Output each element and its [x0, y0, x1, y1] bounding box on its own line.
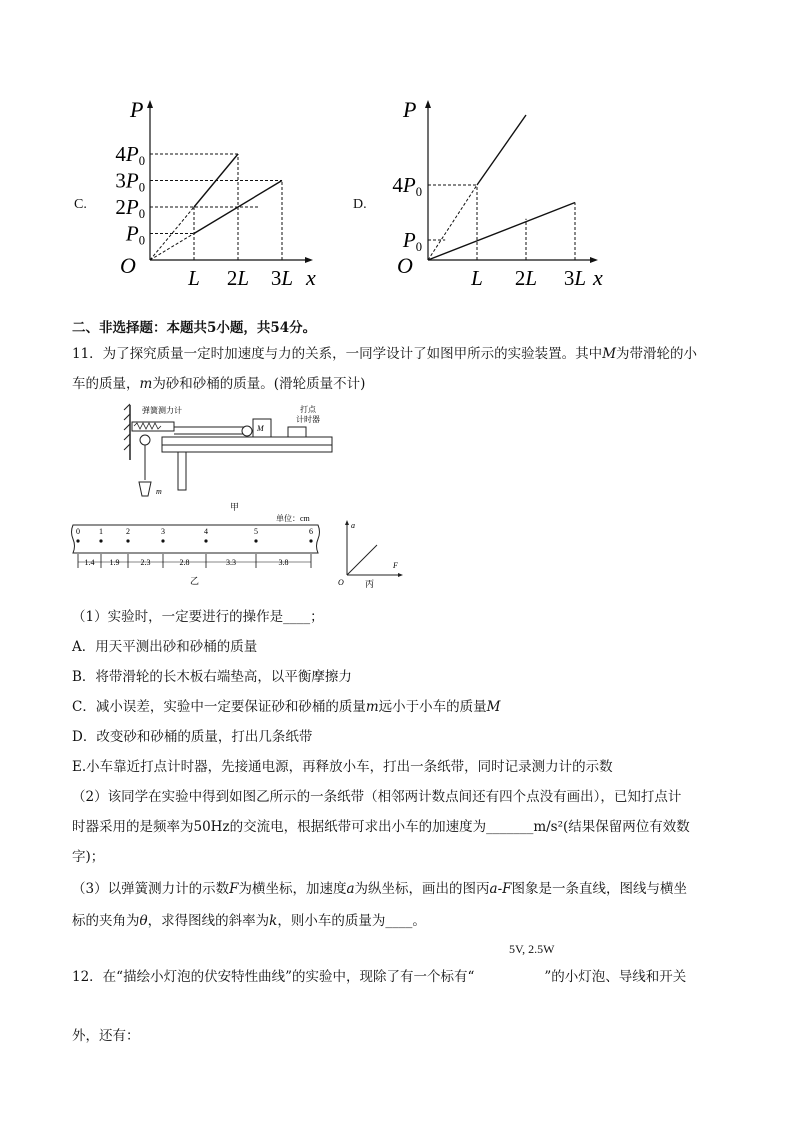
c-y-arrow	[147, 100, 153, 108]
c-x-tick-0: L	[188, 266, 200, 290]
d-y-tick-1: 4P0	[392, 173, 422, 199]
lamp-rating: 5V, 2.5W	[509, 942, 555, 956]
caption-bing: 丙	[365, 579, 375, 589]
d-y-arrow	[425, 100, 431, 108]
option-d-graph	[385, 95, 615, 295]
timer-label-1: 打点	[300, 405, 316, 414]
d-origin-label: O	[397, 253, 413, 278]
af-line	[347, 545, 377, 575]
pulley-left	[140, 435, 150, 445]
tape-point-label: 1	[99, 527, 103, 536]
tape-distance-label: 3.3	[226, 558, 236, 567]
q11-part2-line2: 时器采用的是频率为50Hz的交流电，根据纸带可求出小车的加速度为_______m/s²(结果保留两位有效数	[72, 819, 690, 835]
tape-point-label: 6	[309, 527, 313, 536]
tape-dot	[161, 539, 164, 542]
tape-figure	[68, 510, 328, 590]
c-x-axis-label: x	[306, 265, 316, 290]
q11-option-a: A．用天平测出砂和砂桶的质量	[72, 639, 258, 655]
tape-dot	[126, 539, 129, 542]
q11-part2-line3: 字)；	[72, 849, 105, 865]
tape-dot	[254, 539, 257, 542]
c-y-tick-2: 3P0	[115, 168, 145, 195]
tape-point-label: 4	[204, 527, 208, 536]
spring-balance	[132, 422, 174, 431]
d-x-tick-2: 3L	[563, 266, 587, 290]
c-x-tick-1: 2L	[226, 266, 250, 290]
c-y-tick-1: 2P0	[115, 195, 145, 221]
graph-o-label: O	[338, 578, 344, 587]
af-graph	[335, 515, 415, 590]
c-y-axis-label: P	[130, 97, 144, 122]
tape-distance-label: 3.8	[278, 558, 289, 567]
board	[162, 437, 332, 445]
apparatus-figure	[120, 400, 350, 515]
tape-dot	[76, 539, 79, 542]
d-y-axis-label: P	[403, 97, 417, 122]
d-x-axis-label: x	[593, 265, 603, 290]
graph-f-label: F	[393, 561, 398, 570]
timer	[288, 427, 306, 437]
q11-option-d: D．改变砂和砂桶的质量，打出几条纸带	[72, 729, 313, 745]
q11-option-e: E.小车靠近打点计时器，先接通电源，再释放小车，打出一条纸带，同时记录测力计的示数	[72, 759, 613, 775]
q12-stem-line1: 12．在“描绘小灯泡的伏安特性曲线”的实验中，现除了有一个标有“ ”的小灯泡、导线和开关	[72, 969, 687, 985]
tape-dot	[309, 539, 312, 542]
c-x-arrow	[305, 257, 313, 263]
c-y-tick-0: P0	[125, 221, 145, 248]
option-c-graph	[110, 95, 335, 295]
tape-dot	[99, 539, 102, 542]
tape-point-label: 3	[161, 527, 165, 536]
caption-jia: 甲	[230, 502, 240, 512]
d-x-tick-1: 2L	[514, 266, 538, 290]
tape-dot	[204, 539, 207, 542]
q11-stem-line2: 车的质量，m为砂和砂桶的质量。(滑轮质量不计)	[72, 376, 366, 392]
d-series-dashed-upper	[428, 185, 477, 260]
wall	[124, 404, 130, 460]
bucket	[139, 482, 151, 496]
q11-part3-line1: （3）以弹簧测力计的示数F为横坐标，加速度a为纵坐标，画出的图丙a-F图象是一条直线，图线与横坐	[72, 881, 688, 897]
d-x-tick-0: L	[471, 266, 483, 290]
c-x-tick-2: 3L	[270, 266, 294, 290]
tape-distance-label: 2.8	[179, 558, 190, 567]
graph-a-label: a	[351, 521, 355, 530]
q11-part3-line2: 标的夹角为θ，求得图线的斜率为k，则小车的质量为____。	[72, 913, 426, 929]
cart-label: M	[257, 424, 264, 433]
option-d-label: D.	[353, 197, 367, 212]
c-series-dashed-2	[150, 234, 194, 261]
section-heading: 二、非选择题：本题共5小题，共54分。	[72, 320, 317, 336]
d-x-arrow	[590, 257, 598, 263]
tape-point-label: 2	[126, 527, 130, 536]
tape-point-label: 0	[76, 527, 80, 536]
q11-option-c: C．减小误差，实验中一定要保证砂和砂桶的质量m远小于小车的质量M	[72, 699, 501, 715]
timer-label-2: 计时器	[296, 415, 320, 424]
q11-stem-line1: 11．为了探究质量一定时加速度与力的关系，一同学设计了如图甲所示的实验装置。其中M为带滑轮的小	[72, 346, 698, 362]
q11-part2-line1: （2）该同学在实验中得到如图乙所示的一条纸带（相邻两计数点间还有四个点没有画出），已知打点计	[72, 789, 682, 805]
q12-stem-line2: 外，还有：	[72, 1028, 140, 1044]
bucket-label: m	[156, 487, 162, 496]
tape-distance-label: 1.4	[84, 558, 95, 567]
d-series-solid-upper	[477, 115, 526, 185]
q11-part1: （1）实验时，一定要进行的操作是____；	[72, 609, 324, 625]
option-c-label: C.	[74, 197, 87, 212]
cart-pulley	[242, 426, 252, 436]
unit-label: 单位：cm	[276, 514, 310, 523]
d-series-solid-lower	[428, 203, 575, 261]
caption-yi: 乙	[190, 576, 200, 586]
tape-distance-label: 2.3	[140, 558, 151, 567]
c-origin-label: O	[120, 253, 136, 278]
tape	[72, 525, 320, 553]
tape-distance-label: 1.9	[109, 558, 120, 567]
q11-option-b: B．将带滑轮的长木板右端垫高，以平衡摩擦力	[72, 669, 352, 685]
tape-point-label: 5	[254, 527, 258, 536]
spring-label: 弹簧测力计	[142, 406, 182, 415]
c-y-tick-3: 4P0	[115, 142, 145, 168]
table-leg	[178, 452, 186, 490]
d-y-tick-0: P0	[402, 228, 422, 254]
